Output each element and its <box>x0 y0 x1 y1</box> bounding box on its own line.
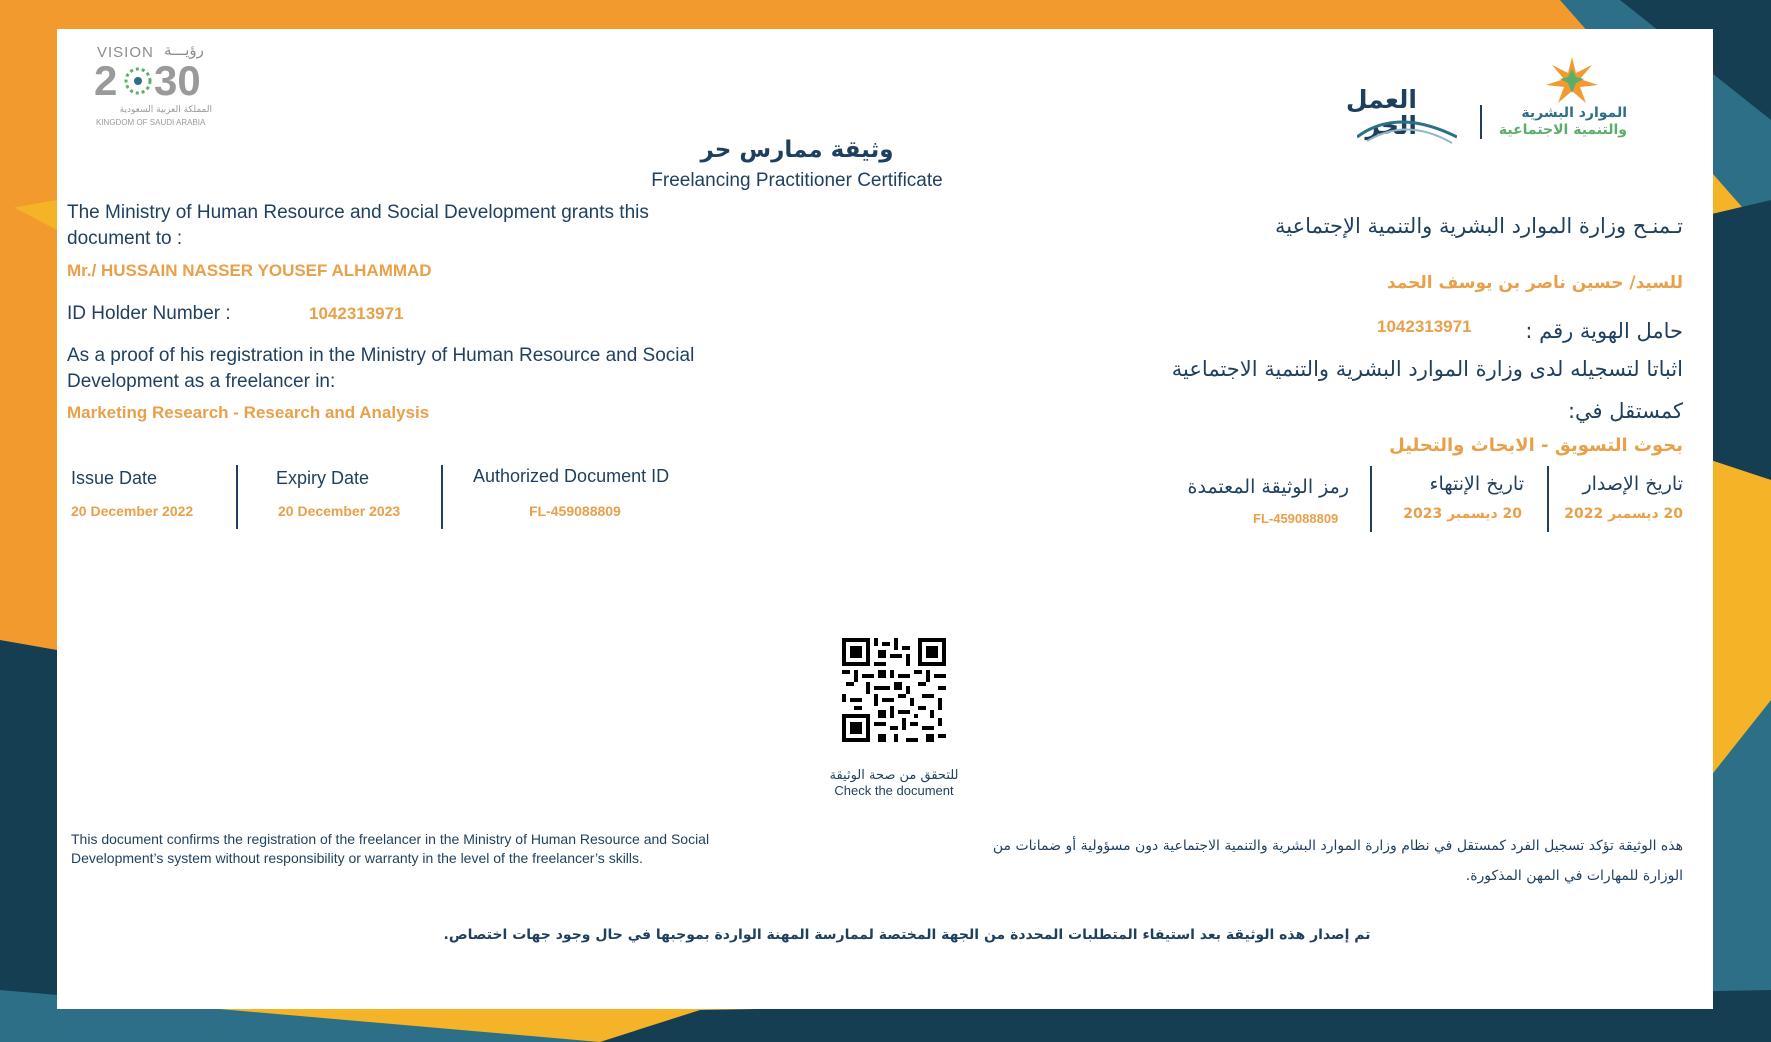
disclaimer-ar-line1: هذه الوثيقة تؤكد تسجيل الفرد كمستقل في نظام وزارة الموارد البشرية والتنمية الاجتماعية دون مسؤولية أو ضمانات من <box>992 838 1683 854</box>
divider <box>236 465 238 529</box>
id-label-en: ID Holder Number : <box>67 303 231 324</box>
doc-id-label-ar: رمز الوثيقة المعتمدة <box>1187 476 1349 498</box>
freelance-logo <box>1337 87 1457 147</box>
expiry-date-value-ar: 20 ديسمبر 2023 <box>1403 506 1522 522</box>
grant-text-ar: تـمنـح وزارة الموارد البشرية والتنمية الإجتماعية <box>1275 214 1683 238</box>
profession-ar: بحوث التسويق - الابحاث والتحليل <box>1389 435 1683 456</box>
ministry-star-icon <box>1542 55 1602 105</box>
doc-id-value-en: FL-459088809 <box>529 503 621 519</box>
grant-text-en: The Ministry of Human Resource and Social Development grants this document to : <box>67 202 649 249</box>
profession-en: Marketing Research - Research and Analysis <box>67 403 430 422</box>
doc-id-label-en: Authorized Document ID <box>473 466 670 486</box>
disclaimer-ar-line2: الوزارة للمهارات في المهن المذكورة. <box>1465 868 1683 884</box>
vision-country-ar: المملكة العربية السعودية <box>119 105 212 115</box>
ministry-logo-line1: الموارد البشرية <box>1521 105 1627 121</box>
vision-year-2: 2 <box>94 57 118 104</box>
divider <box>1370 466 1372 532</box>
divider <box>1547 466 1549 532</box>
vision-2030-logo <box>94 41 234 131</box>
qr-caption-en: Check the document <box>834 783 954 798</box>
footer-note-ar: تم إصدار هذه الوثيقة بعد استيفاء المتطلبات المحددة من الجهة المختصة لممارسة المهنة الواردة بموجبها في حال وجود جهات اختصاص. <box>443 927 1371 943</box>
proof-text-en: As a proof of his registration in the Ministry of Human Resource and Social Development as a freelancer in: <box>67 345 695 392</box>
vision-label: VISION <box>97 44 154 61</box>
certificate-title-ar: وثيقة ممارس حر <box>700 137 894 163</box>
id-label-ar: حامل الهوية رقم : <box>1525 319 1683 343</box>
freelance-logo-text: العمل الحر <box>1345 85 1417 140</box>
disclaimer-en: This document confirms the registration of the freelancer in the Ministry of Human Resource and Social Development’s system without responsibility or warranty in the level of the freelancer’s skills. <box>71 831 710 866</box>
qr-caption-ar: للتحقق من صحة الوثيقة <box>829 768 959 783</box>
issue-date-value-ar: 20 ديسمبر 2022 <box>1564 506 1683 522</box>
certificate-card <box>57 29 1713 1009</box>
id-value-en: 1042313971 <box>309 304 404 323</box>
issue-date-value-en: 20 December 2022 <box>71 503 194 519</box>
freelancer-in-ar: كمستقل في: <box>1567 399 1683 423</box>
vision-emblem-icon <box>124 67 152 95</box>
ministry-logo-group <box>1337 43 1697 153</box>
divider <box>441 465 443 529</box>
proof-text-ar: اثباتا لتسجيله لدى وزارة الموارد البشرية والتنمية الاجتماعية <box>1171 357 1683 381</box>
vision-year-30: 30 <box>154 57 201 104</box>
issue-date-label-en: Issue Date <box>71 468 158 488</box>
vision-ar-label: رؤيـــة <box>164 41 204 59</box>
expiry-date-label-ar: تاريخ الإنتهاء <box>1429 473 1524 495</box>
wave-icon <box>1357 107 1457 147</box>
holder-name-en: Mr./ HUSSAIN NASSER YOUSEF ALHAMMAD <box>67 261 432 280</box>
expiry-date-value-en: 20 December 2023 <box>278 503 401 519</box>
doc-id-value-ar: FL-459088809 <box>1253 511 1339 526</box>
id-value-ar: 1042313971 <box>1377 317 1472 336</box>
expiry-date-label-en: Expiry Date <box>276 468 370 488</box>
logo-divider <box>1480 105 1482 139</box>
verification-qr-code[interactable] <box>842 638 946 742</box>
vision-country-en: KINGDOM OF SAUDI ARABIA <box>96 118 206 127</box>
ministry-logo-line2: والتنمية الاجتماعية <box>1498 122 1627 138</box>
certificate-title-en: Freelancing Practitioner Certificate <box>651 170 943 191</box>
issue-date-label-ar: تاريخ الإصدار <box>1582 473 1683 495</box>
holder-name-ar: للسيد/ حسين ناصر بن يوسف الحمد <box>1386 273 1683 293</box>
